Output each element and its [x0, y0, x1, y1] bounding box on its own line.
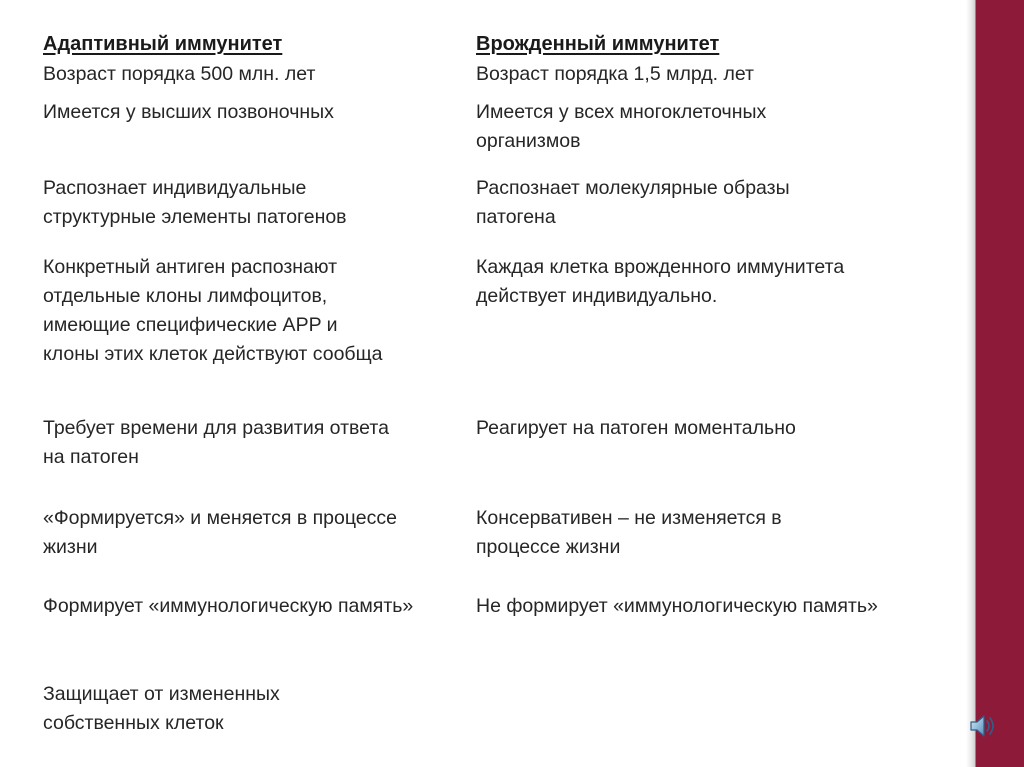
innate-formation: Консервативен – не изменяется в процессе жизни: [476, 507, 782, 558]
adaptive-immunity-heading: Адаптивный иммунитет: [43, 33, 283, 55]
side-accent-band: [976, 0, 1024, 767]
adaptive-antigen-recognition: Конкретный антиген распознают отдельные клоны лимфоцитов, имеющие специфические APP и клоны этих клеток действуют сообща: [43, 256, 383, 365]
innate-recognition: Распознает молекулярные образы патогена: [476, 177, 790, 228]
adaptive-response-timing: Требует времени для развития ответа на патоген: [43, 417, 389, 468]
adaptive-self-protection: Защищает от измененных собственных клеток: [43, 683, 280, 734]
adaptive-age: Возраст порядка 500 млн. лет: [43, 63, 316, 85]
innate-antigen-recognition: Каждая клетка врожденного иммунитета действует индивидуально.: [476, 256, 845, 307]
innate-memory: Не формирует «иммунологическую память»: [476, 595, 878, 617]
adaptive-presence: Имеется у высших позвоночных: [43, 101, 334, 123]
innate-presence: Имеется у всех многоклеточных организмов: [476, 101, 767, 152]
adaptive-memory: Формирует «иммунологическую память»: [43, 595, 414, 617]
innate-immunity-heading: Врожденный иммунитет: [476, 33, 720, 55]
adaptive-formation: «Формируется» и меняется в процессе жизни: [43, 507, 397, 558]
innate-response-timing: Реагирует на патоген моментально: [476, 417, 796, 439]
adaptive-recognition: Распознает индивидуальные структурные элементы патогенов: [43, 177, 347, 228]
speaker-icon[interactable]: [966, 710, 998, 742]
innate-age: Возраст порядка 1,5 млрд. лет: [476, 63, 754, 85]
